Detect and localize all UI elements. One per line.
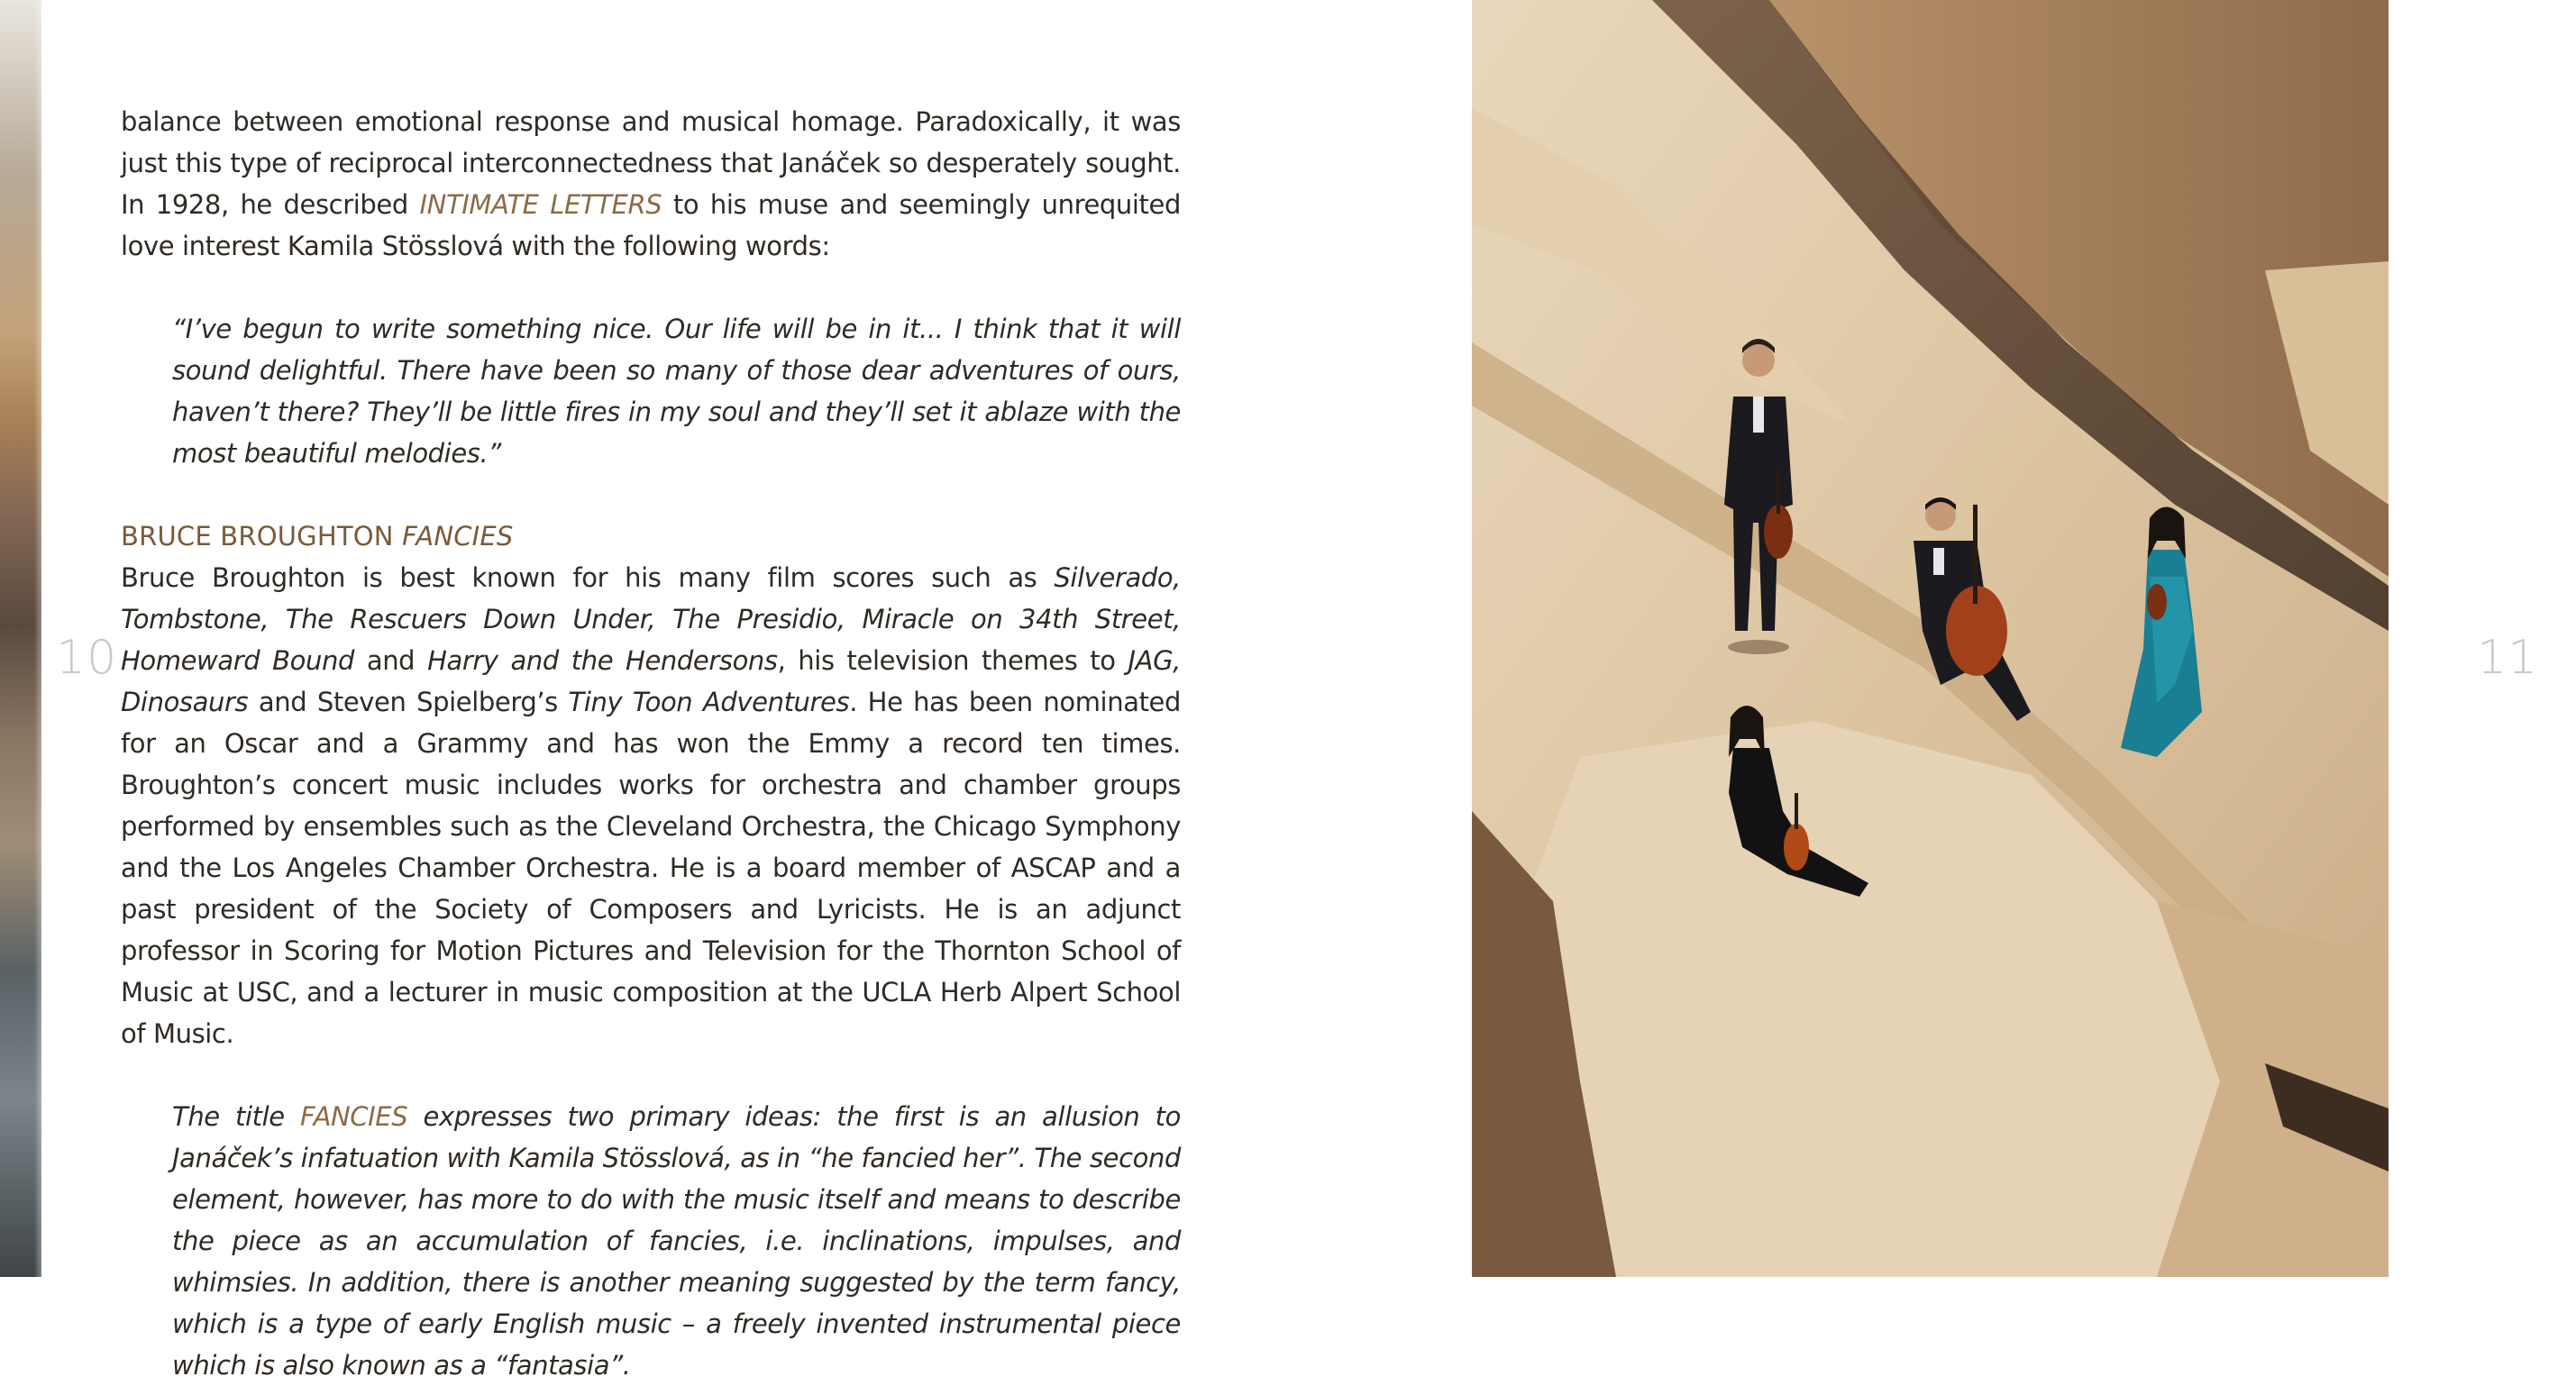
section-heading: [121, 515, 1181, 557]
bio-text: Bruce Broughton is best known for his many film scores such as: [121, 562, 1055, 593]
janacek-quote: “I’ve begun to write something nice. Our life will be in it... I think that it will sound delightful. There have been so many of those dear adventures of ours, haven’t there? They’ll be little fires in my soul and they’ll set it ablaze with the most beautiful melodies.”: [172, 314, 1181, 469]
page-number-right: 11: [2477, 631, 2539, 685]
intro-text-after: to his muse and seemingly unrequited love interest Kamila Stösslová with the following words:: [121, 189, 1181, 261]
page-number-left: 10: [56, 631, 118, 685]
bio-text: , his television themes to: [777, 645, 1128, 676]
spacer: [121, 474, 1181, 515]
rock-cliff-image: [1472, 0, 2389, 1277]
bio-tv: Tiny Toon Adventures: [568, 687, 850, 717]
text-column: [121, 101, 1181, 1386]
spacer: [121, 1054, 1181, 1096]
intro-paragraph: [121, 101, 1181, 267]
heading-work: FANCIES: [402, 521, 514, 552]
quote2-text: The title: [172, 1101, 300, 1132]
bio-film: Harry and the Hendersons: [427, 645, 778, 676]
intro-text-before: balance between emotional response and musical homage. Paradoxically, it was just this type of reciprocal interconnectedness that Janáček so desperately sought. In 1928, he described: [121, 106, 1181, 220]
work-title-fancies: FANCIES: [299, 1101, 408, 1132]
work-title-intimate-letters: INTIMATE LETTERS: [419, 189, 662, 220]
spacer: [121, 267, 1181, 308]
bio-films: Silverado, Tombstone, The Rescuers Down Under, The Presidio, Miracle on 34th Street, Homeward Bound: [121, 562, 1181, 676]
quote2-text: expresses two primary ideas: the first is an allusion to Janáček’s infatuation with Kamila Stösslová, as in “he fancied her”. The second element, however, has more to do with the music itself and means to describe the piece as an accumulation of fancies, i.e. inclinations, impulses, and whimsies. In addition, there is another meaning suggested by the term fancy, which is a type of early English music – a freely invented instrumental piece which is also known as a “fantasia”.: [172, 1101, 1181, 1381]
heading-composer: BRUCE BROUGHTON: [121, 521, 394, 552]
fancies-quote: [172, 1096, 1181, 1386]
bio-text: and: [353, 645, 428, 676]
ensemble-photo: [1472, 0, 2389, 1277]
bio-text: . He has been nominated for an Oscar and a Grammy and has won the Emmy a record ten times. Broughton’s concert music includes works for orchestra and chamber groups performed by ensembles such as the Cleveland Orchestra, the Chicago Symphony and the Los Angeles Chamber Orchestra. He is a board member of ASCAP and a past president of the Society of Composers and Lyricists. He is an adjunct professor in Scoring for Motion Pictures and Television for the Thornton School of Music at USC, and a lecturer in music composition at the UCLA Herb Alpert School of Music.: [121, 687, 1181, 1049]
previous-page-photo-edge: [0, 0, 41, 1277]
bio-tv: JAG, Dinosaurs: [121, 645, 1181, 717]
bio-text: and Steven Spielberg’s: [248, 687, 569, 717]
bio-paragraph: [121, 557, 1181, 1054]
